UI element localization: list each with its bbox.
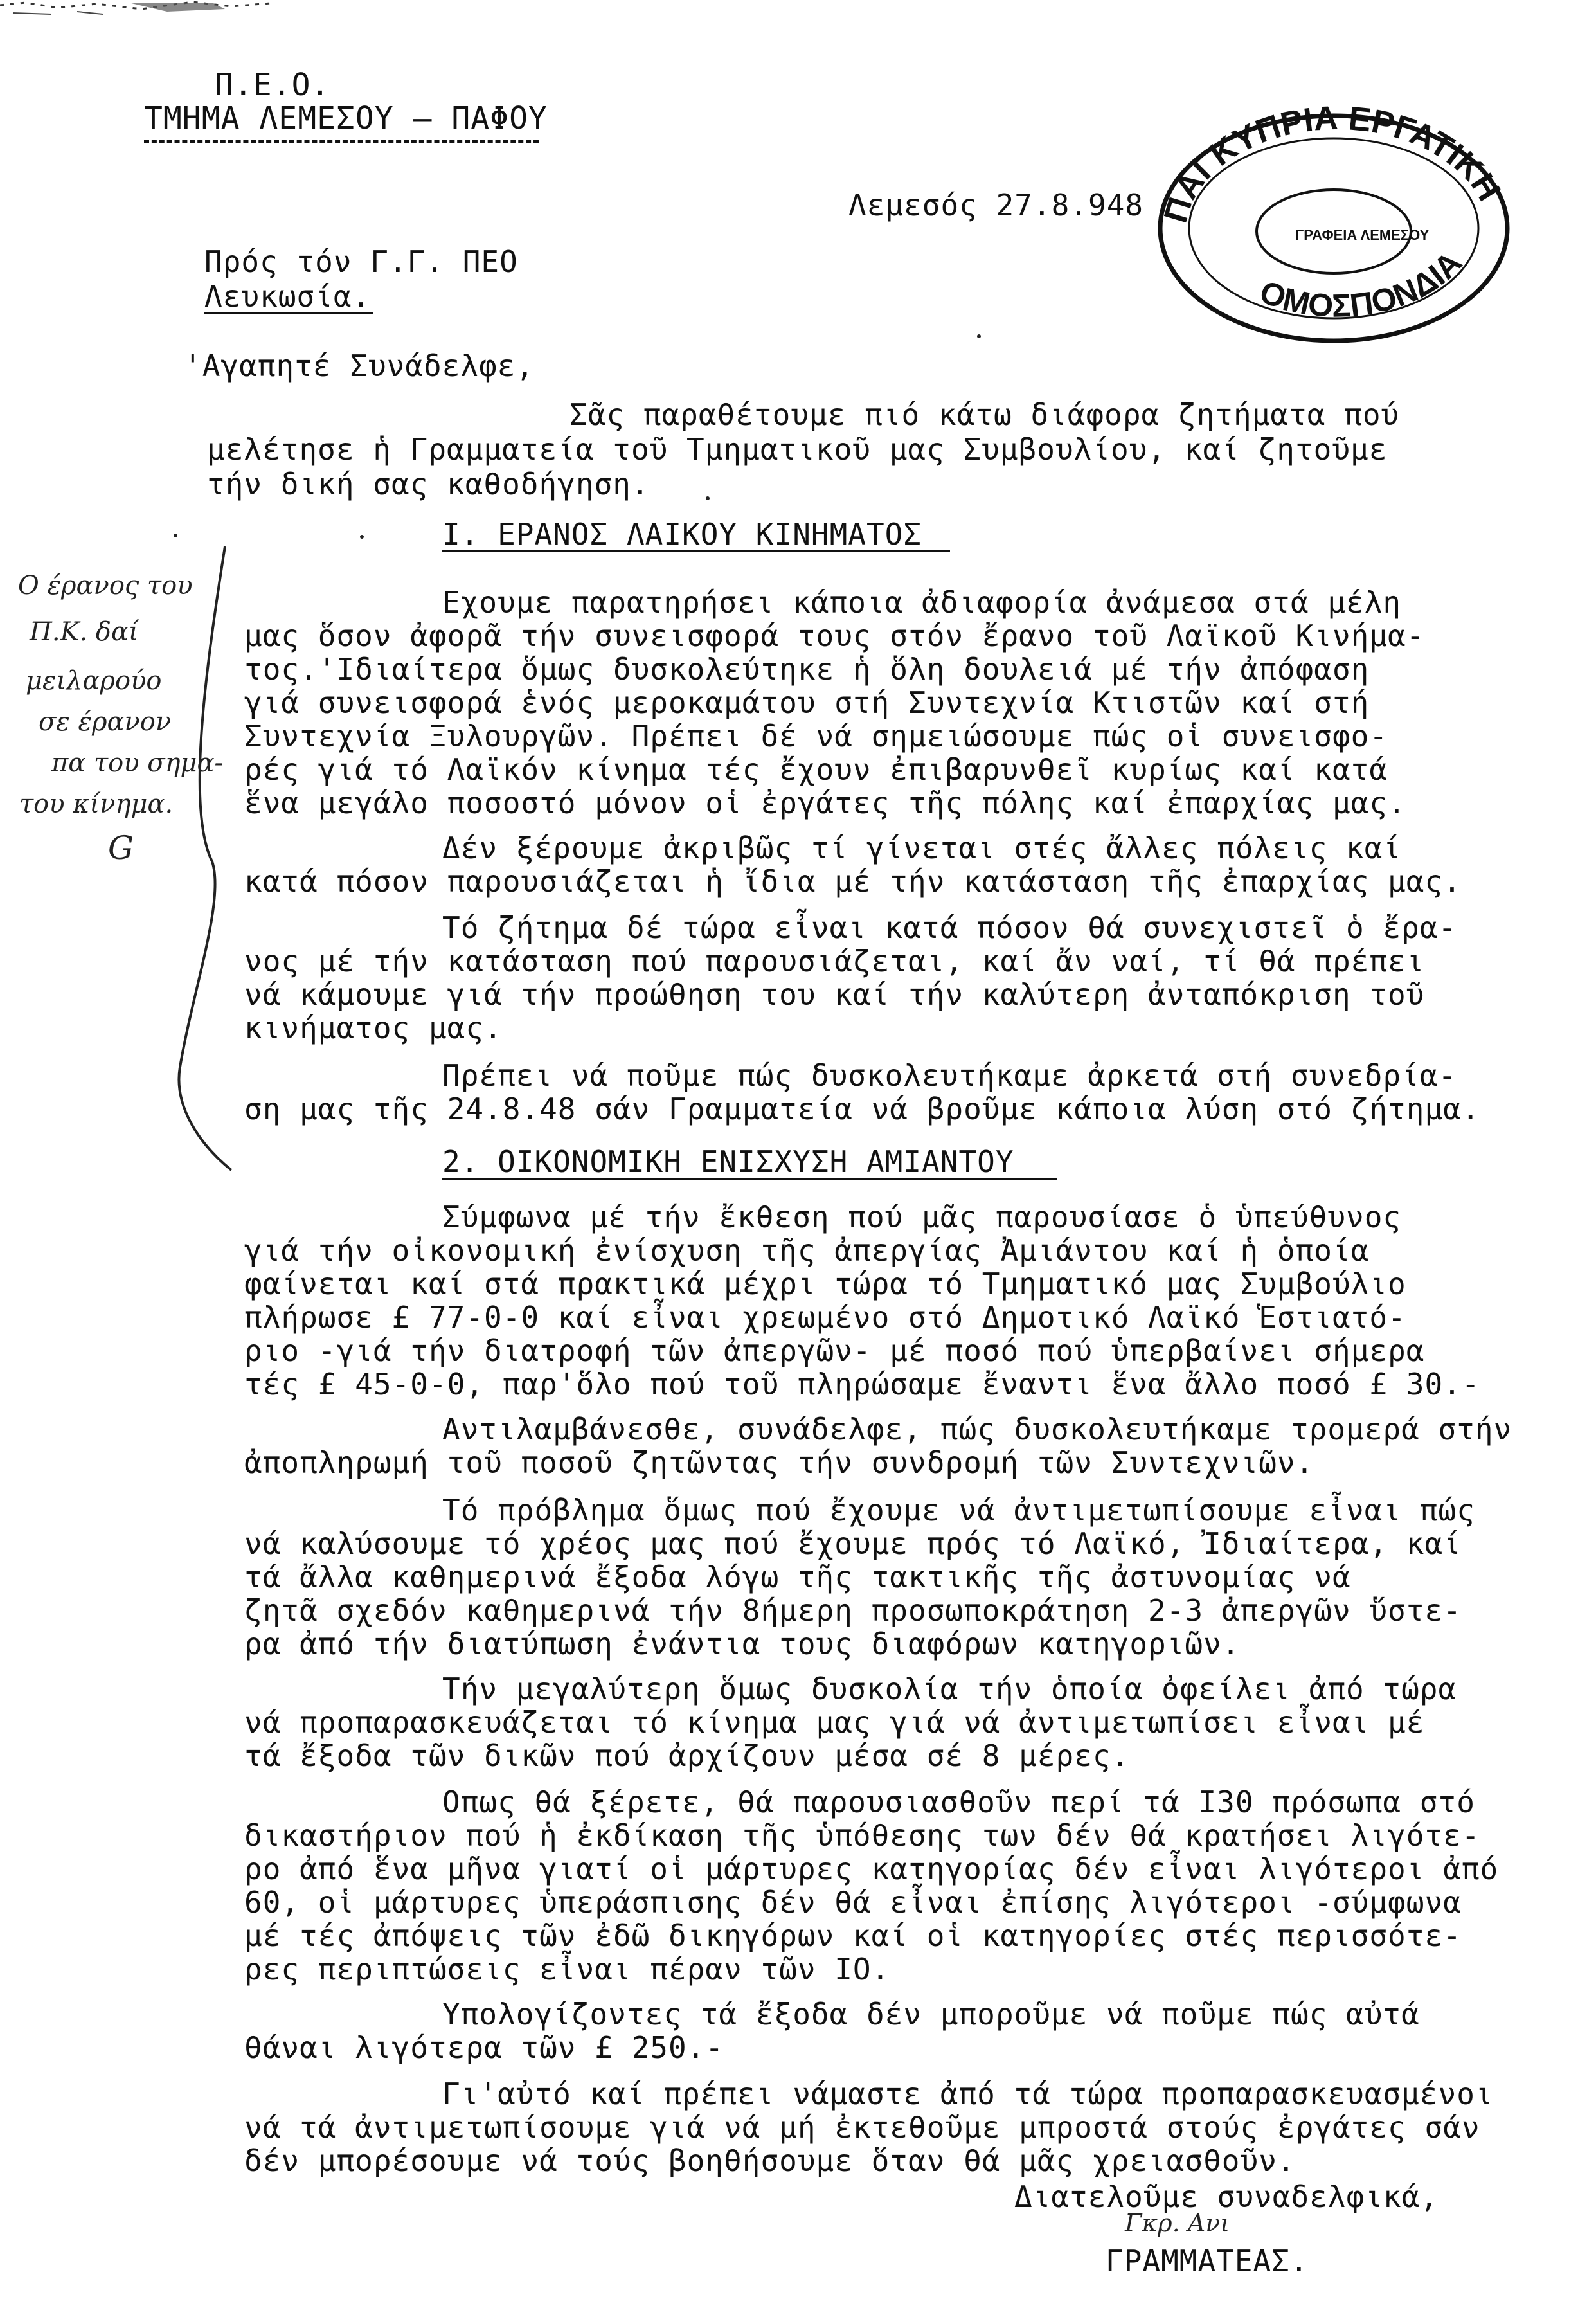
section-name: ΤΜΗΜΑ ΛΕΜΕΣΟΥ – ΠΑΦΟΥ [144,100,548,136]
paragraph-line: ρα ἀπό τήν διατύπωση ἐνάντια τους διαφόρων κατηγοριῶν. [244,1627,1241,1661]
closing-salutation: Διατελοῦμε συναδελφικά, [1014,2179,1439,2214]
signatory-title: ΓΡΑΜΜΑΤΕΑΣ. [1106,2244,1309,2278]
paragraph-line: Υπολογίζοντες τά ἔξοδα δέν μποροῦμε νά ποῦμε πώς αὐτά [442,1997,1420,2032]
paragraph-line: Συντεχνία Ξυλουργῶν. Πρέπει δέ νά σημειώσουμε πώς οἱ συνεισφο- [244,719,1388,753]
paragraph-line: ση μας τῆς 24.8.48 σάν Γραμματεία νά βροῦμε κάποια λύση στό ζήτημα. [244,1092,1480,1126]
paragraph-line: 60, οἱ μάρτυρες ὑπεράσπισης δέν θά εἶναι ἐπίσης λιγότεροι -σύμφωνα [244,1885,1462,1920]
stamp-top-text: ΠΑΓΚΥΠΡΙΑ ΕΡΓΑΤΙΚΗ [1157,100,1508,227]
section-2-underline [442,1178,1057,1180]
paragraph-line: ζητᾶ σχεδόν καθημερινά τήν 8ήμερη προσωποκράτηση 2-3 ἀπεργῶν ὕστε- [244,1593,1462,1628]
paragraph-line: νά τά ἀντιμετωπίσουμε γιά νά μή ἐκτεθοῦμε μπροστά στούς ἐργάτες σάν [244,2110,1480,2145]
margin-note-line: Ο έρανος του [18,571,193,600]
paragraph-line: φαίνεται καί στά πρακτικά μέχρι τώρα τό Τμηματικό μας Συμβούλιο [244,1267,1406,1301]
recipient-line-1: Πρός τόν Γ.Γ. ΠΕΟ [204,244,518,279]
paragraph-line: τά ἔξοδα τῶν δικῶν πού ἀρχίζουν μέσα σέ 8 μέρες. [244,1738,1130,1773]
greeting: 'Αγαπητέ Συνάδελφε, [184,348,535,383]
paragraph-line: Γι'αὐτό καί πρέπει νάμαστε ἀπό τά τώρα προπαρασκευασμένοι [442,2077,1494,2111]
margin-note-line: πα του σημα- [51,748,224,778]
margin-note-line: Π.Κ. δαί [30,617,139,647]
recipient-line-2: Λευκωσία. [204,279,371,314]
paragraph-line: δέν μπορέσουμε νά τούς βοηθήσουμε ὅταν θά μᾶς χρειασθοῦν. [244,2143,1296,2178]
paragraph-line: μέ τές ἀπόψεις τῶν ἐδῶ δικηγόρων καί οἱ κατηγορίες στές περισσότε- [244,1918,1462,1953]
stamp-bottom-text: ΟΜΟΣΠΟΝΔΙΑ [1255,244,1469,324]
margin-note-initial: G [108,829,134,867]
stray-mark [360,535,364,539]
paragraph-line: νος μέ τήν κατάσταση πού παρουσιάζεται, καί ἄν ναί, τί θά πρέπει [244,944,1425,978]
stray-mark [174,534,177,537]
intro-line: Σᾶς παραθέτουμε πιό κάτω διάφορα ζητήματα πού [569,397,1400,432]
paragraph-line: Δέν ξέρουμε ἀκριβῶς τί γίνεται στές ἄλλες πόλεις καί [442,831,1402,865]
paragraph-line: τά ἄλλα καθημερινά ἔξοδα λόγω τῆς τακτικῆς τῆς ἀστυνομίας νά [244,1560,1351,1594]
paragraph-line: τος.'Ιδιαίτερα ὅμως δυσκολεύτηκε ἡ ὅλη δουλειά μέ τήν ἀπόφαση [244,652,1370,687]
recipient-underline [204,312,373,314]
paragraph-line: Εχουμε παρατηρήσει κάποια ἀδιαφορία ἀνάμεσα στά μέλη [442,585,1402,620]
paragraph-line: νά καλύσουμε τό χρέος μας πού ἔχουμε πρός τό Λαϊκό, Ἰδιαίτερα, καί [244,1526,1462,1561]
stray-mark [977,334,981,338]
paragraph-line: νά κάμουμε γιά τήν προώθηση του καί τήν καλύτερη ἀνταπόκριση τοῦ [244,977,1425,1012]
section-1-title: I. ΕΡΑΝΟΣ ΛΑΙΚΟΥ ΚΙΝΗΜΑΤΟΣ [442,517,922,552]
signature: Γκρ. Ανι [1125,2209,1230,2237]
org-name: Π.Ε.Ο. [215,67,330,103]
paragraph-line: Αντιλαμβάνεσθε, συνάδελφε, πώς δυσκολευτήκαμε τρομερά στήν [442,1412,1512,1447]
paragraph-line: γιά συνεισφορά ἑνός μεροκαμάτου στή Συντεχνία Κτιστῶν καί στή [244,685,1370,720]
margin-bracket [148,540,238,1183]
paragraph-line: νά προπαρασκευάζεται τό κίνημα μας γιά νά ἀντιμετωπίσει εἶναι μέ [244,1705,1425,1740]
paragraph-line: κατά πόσον παρουσιάζεται ἡ ἴδια μέ τήν κατάσταση τῆς ἐπαρχίας μας. [244,864,1462,899]
paragraph-line: κινήματος μας. [244,1011,503,1045]
intro-line: τήν δική σας καθοδήγηση. [207,467,650,501]
paragraph-line: Πρέπει νά ποῦμε πώς δυσκολευτήκαμε ἀρκετά στή συνεδρία- [442,1058,1457,1093]
paragraph-line: ριο -γιά τήν διατροφή τῶν ἀπεργῶν- μέ ποσό πού ὑπερβαίνει σήμερα [244,1333,1425,1368]
intro-line: μελέτησε ἡ Γραμματεία τοῦ Τμηματικοῦ μας Συμβουλίου, καί ζητοῦμε [207,432,1388,467]
header-dashed-rule [144,140,539,143]
paragraph-line: Τό πρόβλημα ὅμως πού ἔχουμε νά ἀντιμετωπίσουμε εἶναι πώς [442,1493,1475,1528]
paragraph-line: Τό ζήτημα δέ τώρα εἶναι κατά πόσον θά συνεχιστεῖ ὁ ἔρα- [442,910,1457,945]
paragraph-line: ἕνα μεγάλο ποσοστό μόνον οἱ ἐργάτες τῆς πόλης καί ἐπαρχίας μας. [244,786,1406,820]
paragraph-line: Οπως θά ξέρετε, θά παρουσιασθοῦν περί τά I30 πρόσωπα στό [442,1785,1475,1819]
section-1-underline [442,550,950,552]
paragraph-line: ἀποπληρωμή τοῦ ποσοῦ ζητῶντας τήν συνδρομή τῶν Συντεχνιῶν. [244,1445,1314,1480]
paragraph-line: Σύμφωνα μέ τήν ἔκθεση πού μᾶς παρουσίασε ὁ ὑπεύθυνος [442,1200,1402,1234]
letter-date: Λεμεσός 27.8.948 [848,188,1144,222]
paragraph-line: ρές γιά τό Λαϊκόν κίνημα τές ἔχουν ἐπιβαρυνθεῖ κυρίως καί κατά [244,752,1388,787]
svg-text:ΠΑΓΚΥΠΡΙΑ ΕΡΓΑΤΙΚΗ [1157,100,1507,227]
svg-text:ΟΜΟΣΠΟΝΔΙΑ [1255,244,1469,324]
paragraph-line: μας ὅσον ἀφορᾶ τήν συνεισφορά τους στόν ἔρανο τοῦ Λαϊκοῦ Κινήμα- [244,618,1425,653]
paragraph-line: γιά τήν οἰκονομική ἐνίσχυση τῆς ἀπεργίας Ἀμιάντου καί ἡ ὁποία [244,1233,1370,1268]
paragraph-line: πλήρωσε £ 77-0-0 καί εἶναι χρεωμένο στό Δημοτικό Λαϊκό Ἑστιατό- [244,1300,1406,1335]
scan-artifact [0,0,360,19]
paragraph-line: ρο ἀπό ἕνα μῆνα γιατί οἱ μάρτυρες κατηγορίας δέν εἶναι λιγότεροι ἀπό [244,1852,1499,1886]
paragraph-line: τές £ 45-0-0, παρ'ὅλο πού τοῦ πληρώσαμε ἔναντι ἕνα ἄλλο ποσό £ 30.- [244,1367,1480,1402]
federation-stamp [1138,100,1523,350]
stray-mark [706,496,710,500]
margin-note-line: μειλαρούο [26,666,162,696]
margin-note-line: του κίνημα. [19,789,174,819]
stamp-center-text: ΓΡΑΦΕΙΑ ΛΕΜΕΣΟΥ [1295,227,1430,243]
paragraph-line: Τήν μεγαλύτερη ὅμως δυσκολία τήν ὁποία ὀφείλει ἀπό τώρα [442,1672,1457,1706]
paragraph-line: θάναι λιγότερα τῶν £ 250.- [244,2030,724,2065]
margin-note-line: σε έρανον [39,707,172,737]
paragraph-line: δικαστήριον πού ἡ ἐκδίκαση τῆς ὑπόθεσης των δέν θά κρατήσει λιγότε- [244,1818,1480,1853]
paragraph-line: ρες περιπτώσεις εἶναι πέραν τῶν IO. [244,1952,890,1987]
section-2-title: 2. ΟΙΚΟΝΟΜΙΚΗ ΕΝΙΣΧΥΣΗ ΑΜΙΑΝΤΟΥ [442,1144,1014,1179]
